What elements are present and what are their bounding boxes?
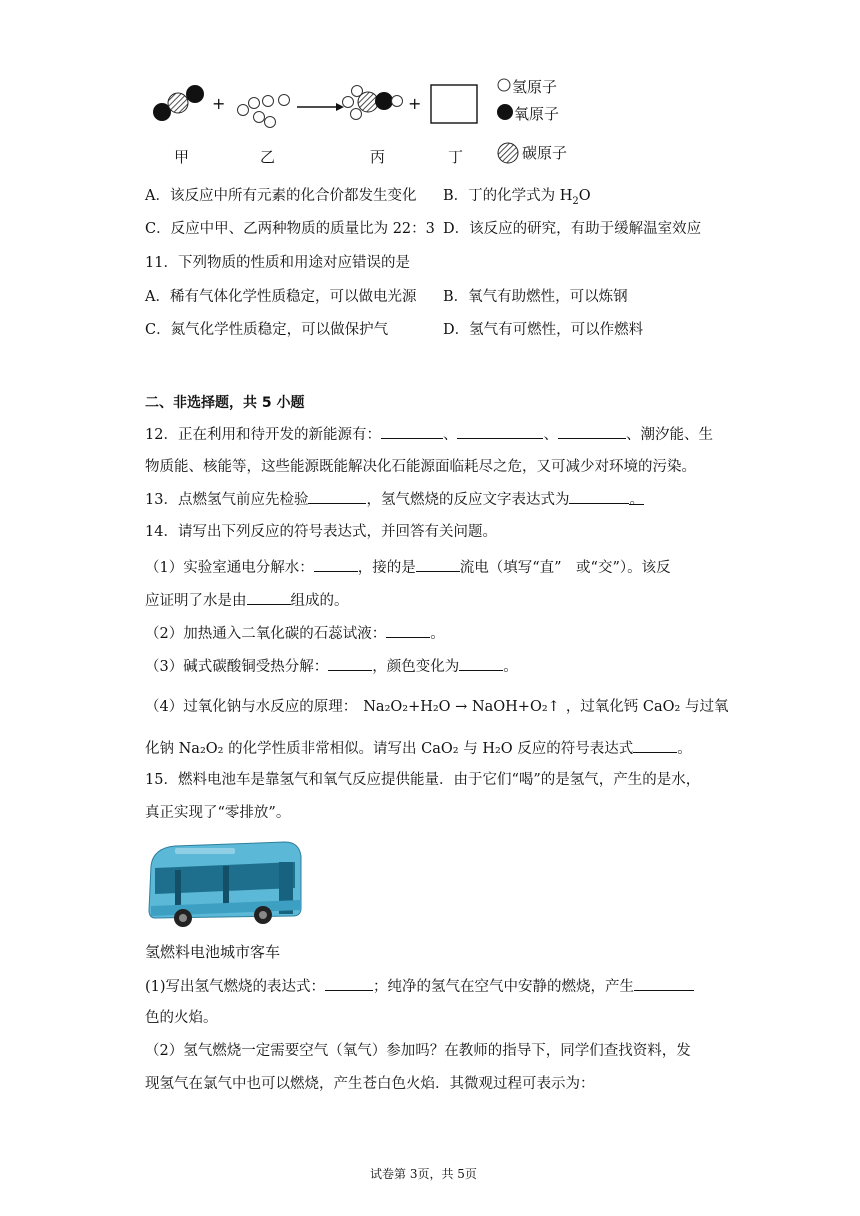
label-bing: 丙 [370,148,386,166]
label-yi: 乙 [260,148,276,166]
q15-line1: 15．燃料电池车是靠氢气和氧气反应提供能量．由于它们“喝”的是氢气，产生的是水， [145,772,701,788]
q14-part1-line2: 应证明了水是由 组成的。 [145,590,349,611]
q11-stem: 11．下列物质的性质和用途对应错误的是 [145,255,410,271]
blank[interactable] [459,656,503,671]
q12-line2: 物质能、核能等，这些能源既能解决化石能源面临耗尽之危，又可减少对环境的污染。 [145,459,696,475]
q14-part2: （2）加热通入二氧化碳的石蕊试液： 。 [145,623,445,644]
molecule-yi [238,95,290,128]
blank[interactable] [328,656,372,671]
molecule-jia [153,85,204,121]
q11-option-c[interactable]: C．氮气化学性质稳定，可以做保护气 [145,322,389,338]
q10-option-d[interactable]: D．该反应的研究，有助于缓解温室效应 [443,221,702,237]
q15-part1: (1)写出氢气燃烧的表达式： ；纯净的氢气在空气中安静的燃烧，产生 [145,976,694,997]
blank-box-ding [431,85,477,123]
blank[interactable] [457,424,543,439]
q11-option-d[interactable]: D．氢气有可燃性，可以作燃料 [443,322,644,338]
molecule-bing [343,86,403,120]
q14-stem: 14．请写出下列反应的符号表达式，并回答有关问题。 [145,524,497,540]
svg-text:+: + [408,94,422,113]
blank[interactable] [381,424,443,439]
blank[interactable] [569,489,629,504]
svg-text:+: + [212,94,226,113]
legend-carbon: 碳原子 [522,144,568,162]
q15-part2-line2: 现氢气在氯气中也可以燃烧，产生苍白色火焰．其微观过程可表示为： [145,1076,595,1092]
carbon-legend-icon [495,140,525,166]
blank[interactable] [314,557,358,572]
q15-part2-line1: （2）氢气燃烧一定需要空气（氧气）参加吗？在教师的指导下，同学们查找资料，发 [145,1043,691,1059]
q10-option-a[interactable]: A．该反应中所有元素的化合价都发生变化 [145,188,417,204]
blank[interactable] [325,976,373,991]
q10-option-c[interactable]: C．反应中甲、乙两种物质的质量比为 22：3 [145,221,435,237]
q10-option-b[interactable]: B．丁的化学式为 $H_2O$ [443,188,591,207]
blank[interactable] [416,557,460,572]
blank[interactable] [247,590,291,605]
legend-hydrogen: 氢原子 [512,78,558,96]
blank[interactable] [633,738,677,753]
q12-line1: 12．正在利用和待开发的新能源有： 、 、 、潮汐能、生 [145,424,713,445]
q14-part4: （4）过氧化钠与水反应的原理： Na₂O₂+H₂O → NaOH+O₂↑ ，过氧化钙 CaO₂ 与过氧 [145,699,729,715]
blank[interactable] [386,623,430,638]
page-footer: 试卷第 3页，共 5页 [370,1167,477,1181]
legend-oxygen: 氧原子 [514,105,560,123]
q14-part4-line2: 化钠 Na₂O₂ 的化学性质非常相似。请写出 CaO₂ 与 H₂O 反应的符号表达式 。 [145,738,692,759]
q11-option-b[interactable]: B．氧气有助燃性，可以炼钢 [443,289,628,305]
q13: 13．点燃氢气前应先检验 ，氢气燃烧的反应文字表达式为 。 [145,489,644,510]
q11-option-a[interactable]: A．稀有气体化学性质稳定，可以做电光源 [145,289,417,305]
equation: Na₂O₂+H₂O → NaOH+O₂↑ [363,699,560,715]
label-jia: 甲 [174,148,190,166]
section-heading: 二、非选择题，共 5 小题 [145,395,305,411]
q15-line2: 真正实现了“零排放”。 [145,805,291,821]
q14-part1: （1）实验室通电分解水： ，接的是 流电（填写“直” 或“交”）。该反 [145,557,671,578]
blank[interactable] [558,424,626,439]
blank[interactable] [634,976,694,991]
bus-caption: 氢燃料电池城市客车 [145,943,281,961]
q15-part1-line2: 色的火焰。 [145,1010,218,1026]
label-ding: 丁 [448,148,464,166]
q14-part3: （3）碱式碳酸铜受热分解： ，颜色变化为 。 [145,656,518,677]
blank[interactable] [308,489,366,504]
bus-image [145,836,305,934]
